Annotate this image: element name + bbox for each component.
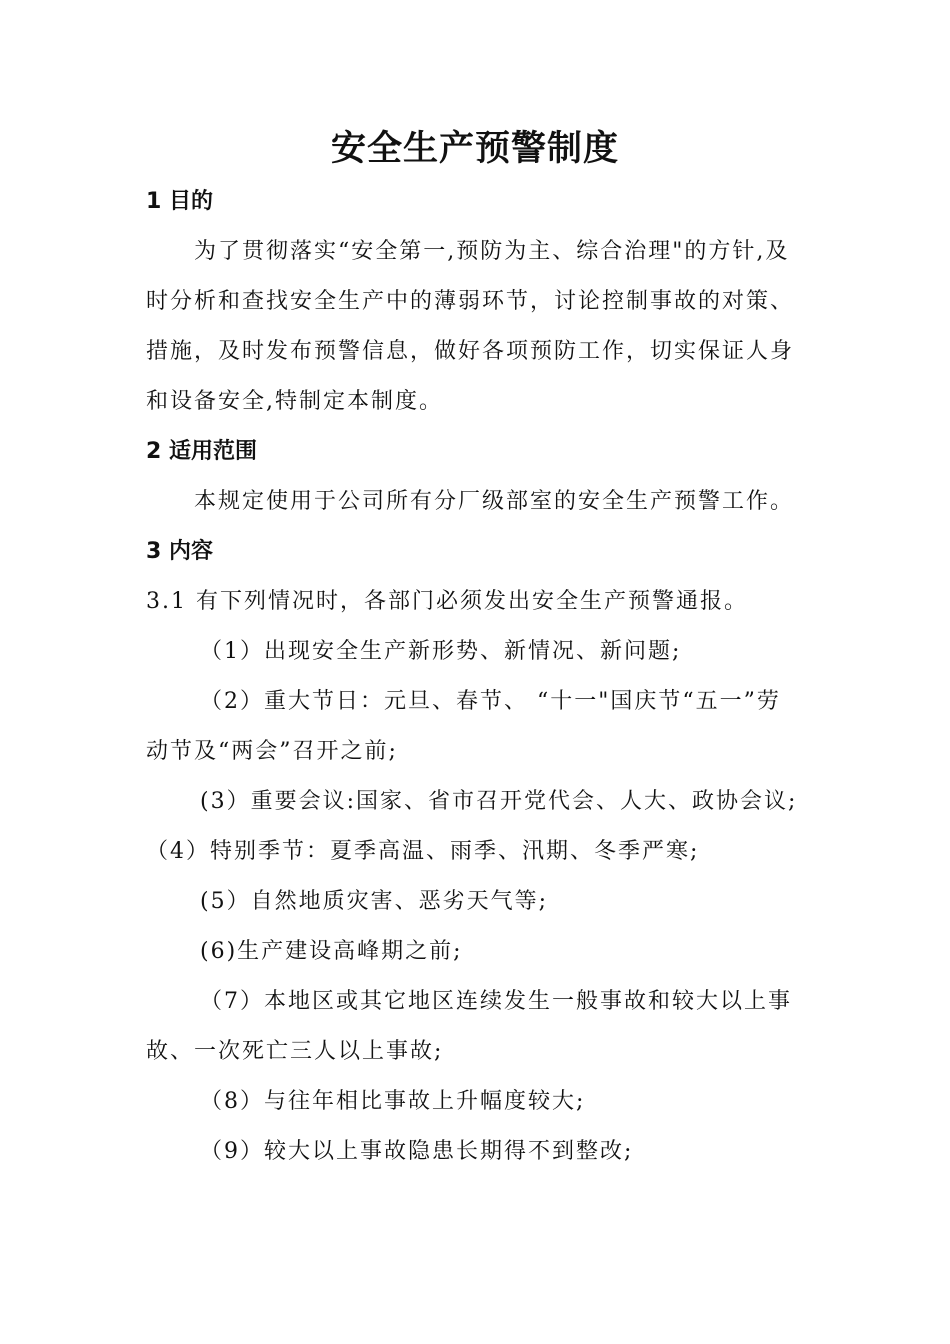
section-heading: 1 目的 (146, 189, 213, 214)
section-heading: 3 内容 (146, 539, 213, 564)
clause-3-1: 3.1 有下列情况时，各部门必须发出安全生产预警通报。 (146, 589, 748, 614)
list-item: （1）出现安全生产新形势、新情况、新问题; (200, 639, 682, 664)
list-item: （2）重大节日：元旦、春节、 “十一"国庆节“五一”劳动节及“两会”召开之前; (146, 689, 781, 764)
section-content (146, 527, 804, 1177)
document-title: 安全生产预警制度 (330, 129, 619, 169)
section-heading: 2 适用范围 (146, 439, 257, 464)
list-item: (3）重要会议:国家、省市召开党代会、人大、政协会议;（4）特别季节：夏季高温、雨季、汛期、冬季严寒; (146, 789, 798, 864)
list-item: (6)生产建设高峰期之前; (200, 939, 463, 964)
section-paragraph: 本规定使用于公司所有分厂级部室的安全生产预警工作。 (194, 489, 795, 514)
list-item: (5）自然地质灾害、恶劣天气等; (200, 889, 548, 914)
section-scope (146, 427, 804, 527)
list-item: （8）与往年相比事故上升幅度较大; (200, 1089, 586, 1114)
document-body (146, 177, 804, 1177)
list-item: （9）较大以上事故隐患长期得不到整改; (200, 1139, 634, 1164)
section-paragraph: 为了贯彻落实“安全第一,预防为主、综合治理"的方针,及时分析和查找安全生产中的薄弱环节，讨论控制事故的对策、措施，及时发布预警信息，做好各项预防工作，切实保证人身和设备安全,特制定本制度。 (146, 239, 795, 414)
list-item: （7）本地区或其它地区连续发生一般事故和较大以上事故、一次死亡三人以上事故; (146, 989, 792, 1064)
section-purpose (146, 177, 804, 427)
